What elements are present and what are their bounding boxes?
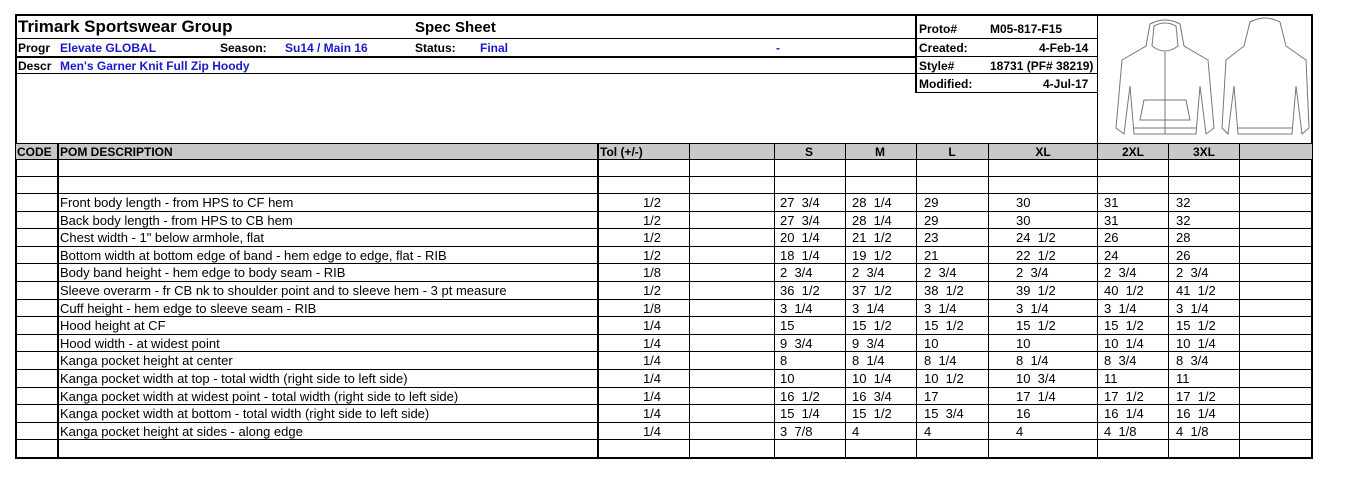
table-cell-xxl: 26 [1104, 230, 1119, 245]
col-size-m: M [875, 145, 885, 159]
table-cell-s: 3 1/4 [780, 301, 813, 316]
status-value: Final [480, 41, 509, 55]
table-cell-pom: Kanga pocket width at widest point - total width (right side to left side) [60, 389, 459, 404]
table-row-divider [16, 387, 1312, 388]
table-row-divider [16, 334, 1312, 335]
table-cell-s: 2 3/4 [780, 265, 813, 280]
table-cell-m: 3 1/4 [852, 301, 885, 316]
table-cell-xl: 4 [1016, 424, 1024, 439]
table-cell-m: 16 3/4 [852, 389, 892, 404]
table-cell-tol: 1/2 [642, 283, 662, 298]
table-cell-l: 15 1/2 [924, 318, 964, 333]
col-size-2xl: 2XL [1121, 145, 1144, 159]
table-row-divider [16, 369, 1312, 370]
table-cell-l: 21 [924, 248, 939, 263]
proto-value: M05-817-F15 [990, 22, 1063, 36]
table-cell-xxl: 4 1/8 [1104, 424, 1137, 439]
table-cell-xxl: 16 1/4 [1104, 406, 1144, 421]
col-code: CODE [17, 145, 52, 159]
table-cell-m: 9 3/4 [852, 336, 885, 351]
table-row-divider [16, 228, 1312, 229]
table-cell-pom: Sleeve overarm - fr CB nk to shoulder point and to sleeve hem - 3 pt measure [60, 283, 507, 298]
table-cell-pom: Bottom width at bottom edge of band - hem edge to edge, flat - RIB [60, 248, 447, 263]
table-cell-xxxl: 4 1/8 [1176, 424, 1209, 439]
table-cell-xxl: 11 [1104, 371, 1118, 386]
table-cell-tol: 1/2 [642, 195, 662, 210]
table-cell-l: 38 1/2 [924, 283, 964, 298]
table-row-divider [16, 193, 1312, 194]
table-cell-s: 15 1/4 [780, 406, 820, 421]
header-line-2 [16, 56, 915, 58]
info-line-1 [916, 38, 1097, 39]
table-col-divider [1097, 143, 1098, 458]
table-cell-xl: 3 1/4 [1016, 301, 1049, 316]
table-cell-xxl: 8 3/4 [1104, 353, 1137, 368]
status-dash: - [776, 41, 780, 55]
table-cell-xxxl: 8 3/4 [1176, 353, 1209, 368]
table-cell-pom: Hood width - at widest point [60, 336, 220, 351]
modified-value: 4-Jul-17 [1043, 77, 1089, 91]
info-line-3 [916, 73, 1097, 74]
table-header-top [16, 143, 1312, 144]
table-row-divider [16, 404, 1312, 405]
table-cell-l: 17 [924, 389, 939, 404]
table-cell-xxl: 17 1/2 [1104, 389, 1144, 404]
season-label: Season: [220, 41, 267, 55]
table-cell-xxxl: 28 [1176, 230, 1191, 245]
table-row-divider [16, 439, 1312, 440]
table-cell-m: 8 1/4 [852, 353, 885, 368]
table-cell-tol: 1/4 [642, 371, 662, 386]
table-cell-tol: 1/4 [642, 424, 662, 439]
table-cell-l: 10 1/2 [924, 371, 964, 386]
table-cell-m: 19 1/2 [852, 248, 892, 263]
table-cell-pom: Body band height - hem edge to body seam - RIB [60, 265, 346, 280]
table-cell-l: 8 1/4 [924, 353, 957, 368]
description-value: Men's Garner Knit Full Zip Hoody [60, 59, 250, 73]
col-size-xl: XL [1035, 145, 1051, 159]
table-cell-s: 27 3/4 [780, 213, 820, 228]
col-tolerance: Tol (+/-) [600, 145, 643, 159]
table-cell-tol: 1/4 [642, 336, 662, 351]
col-pom-description: POM DESCRIPTION [60, 145, 173, 159]
style-label: Style# [919, 59, 955, 73]
table-cell-pom: Cuff height - hem edge to sleeve seam - RIB [60, 301, 317, 316]
table-cell-xl: 16 [1016, 406, 1031, 421]
created-value: 4-Feb-14 [1039, 41, 1089, 55]
table-col-divider [988, 143, 989, 458]
table-row-divider [16, 316, 1312, 317]
table-cell-xxxl: 26 [1176, 248, 1191, 263]
table-cell-s: 10 [780, 371, 795, 386]
table-cell-s: 9 3/4 [780, 336, 813, 351]
table-row-divider [16, 457, 1312, 458]
table-cell-xl: 2 3/4 [1016, 265, 1049, 280]
company-name: Trimark Sportswear Group [18, 17, 233, 36]
sheet-title: Spec Sheet [415, 19, 496, 36]
table-cell-xxxl: 32 [1176, 213, 1191, 228]
table-cell-pom: Kanga pocket width at bottom - total width (right side to left side) [60, 406, 430, 421]
table-cell-l: 23 [924, 230, 939, 245]
table-cell-xl: 30 [1016, 195, 1031, 210]
table-cell-xl: 10 [1016, 336, 1031, 351]
table-row-divider [16, 246, 1312, 247]
table-cell-s: 20 1/4 [780, 230, 820, 245]
table-cell-m: 15 1/2 [852, 406, 892, 421]
style-value: 18731 (PF# 38219) [990, 59, 1094, 73]
season-value: Su14 / Main 16 [285, 41, 368, 55]
table-cell-xl: 10 3/4 [1016, 371, 1056, 386]
table-cell-pom: Back body length - from HPS to CB hem [60, 213, 293, 228]
table-row-divider [16, 211, 1312, 212]
table-cell-m: 10 1/4 [852, 371, 892, 386]
table-cell-pom: Hood height at CF [60, 318, 166, 333]
table-cell-tol: 1/4 [642, 353, 662, 368]
table-cell-s: 27 3/4 [780, 195, 820, 210]
table-cell-m: 15 1/2 [852, 318, 892, 333]
table-cell-xxl: 15 1/2 [1104, 318, 1144, 333]
hoodie-sketch-image [1110, 16, 1310, 140]
table-cell-l: 10 [924, 336, 939, 351]
modified-label: Modified: [919, 77, 973, 91]
table-cell-xxxl: 11 [1176, 371, 1190, 386]
table-cell-l: 2 3/4 [924, 265, 957, 280]
table-row-divider [16, 351, 1312, 352]
table-cell-m: 2 3/4 [852, 265, 885, 280]
table-cell-m: 21 1/2 [852, 230, 892, 245]
table-cell-xxl: 24 [1104, 248, 1119, 263]
table-cell-pom: Kanga pocket height at center [60, 353, 233, 368]
table-cell-xxxl: 32 [1176, 195, 1191, 210]
table-cell-pom: Kanga pocket width at top - total width (right side to left side) [60, 371, 408, 386]
table-cell-m: 28 1/4 [852, 195, 892, 210]
table-cell-xxl: 10 1/4 [1104, 336, 1144, 351]
created-label: Created: [919, 41, 968, 55]
table-col-divider [774, 143, 775, 458]
header-line-1 [16, 38, 915, 39]
info-box-right [1097, 14, 1098, 143]
table-cell-pom: Chest width - 1" below armhole, flat [60, 230, 265, 245]
table-cell-xxl: 40 1/2 [1104, 283, 1144, 298]
table-cell-s: 16 1/2 [780, 389, 820, 404]
table-cell-pom: Kanga pocket height at sides - along edge [60, 424, 303, 439]
table-cell-l: 4 [924, 424, 932, 439]
table-row-divider [16, 176, 1312, 177]
table-cell-s: 15 [780, 318, 795, 333]
table-cell-tol: 1/8 [642, 265, 662, 280]
table-cell-xxxl: 15 1/2 [1176, 318, 1216, 333]
table-cell-xxl: 31 [1104, 213, 1119, 228]
table-row-divider [16, 422, 1312, 423]
proto-label: Proto# [919, 22, 958, 36]
table-cell-tol: 1/4 [642, 318, 662, 333]
table-cell-s: 36 1/2 [780, 283, 820, 298]
description-label: Descr [18, 59, 52, 73]
info-line-2 [916, 56, 1097, 57]
table-col-divider [845, 143, 846, 458]
program-label: Progr [18, 41, 51, 55]
table-cell-l: 15 3/4 [924, 406, 964, 421]
table-col-divider [1168, 143, 1169, 458]
table-cell-tol: 1/2 [642, 213, 662, 228]
table-cell-tol: 1/8 [642, 301, 662, 316]
info-box-left [915, 14, 917, 93]
header-line-3 [16, 73, 915, 74]
frame-right [1311, 14, 1313, 458]
table-row-divider [16, 281, 1312, 282]
table-cell-xl: 15 1/2 [1016, 318, 1056, 333]
table-cell-xxxl: 41 1/2 [1176, 283, 1216, 298]
table-cell-l: 29 [924, 213, 939, 228]
table-cell-xxl: 31 [1104, 195, 1119, 210]
table-cell-xl: 22 1/2 [1016, 248, 1056, 263]
table-col-divider [1239, 143, 1240, 458]
table-cell-xxl: 2 3/4 [1104, 265, 1137, 280]
info-line-4 [916, 92, 1097, 93]
table-cell-xl: 39 1/2 [1016, 283, 1056, 298]
table-cell-m: 37 1/2 [852, 283, 892, 298]
table-col-divider [57, 143, 59, 458]
table-row-divider [16, 299, 1312, 300]
table-cell-m: 28 1/4 [852, 213, 892, 228]
table-cell-xxl: 3 1/4 [1104, 301, 1137, 316]
table-cell-xxxl: 2 3/4 [1176, 265, 1209, 280]
table-cell-tol: 1/2 [642, 230, 662, 245]
table-cell-s: 3 7/8 [780, 424, 813, 439]
col-size-3xl: 3XL [1192, 145, 1215, 159]
table-col-divider [916, 143, 917, 458]
status-label: Status: [415, 41, 456, 55]
table-row-divider [16, 263, 1312, 264]
table-cell-xl: 30 [1016, 213, 1031, 228]
table-cell-m: 4 [852, 424, 860, 439]
table-cell-s: 18 1/4 [780, 248, 820, 263]
table-cell-xxxl: 17 1/2 [1176, 389, 1216, 404]
table-cell-l: 3 1/4 [924, 301, 957, 316]
table-header-bottom [16, 159, 1312, 160]
table-cell-tol: 1/4 [642, 406, 662, 421]
table-cell-l: 29 [924, 195, 939, 210]
table-cell-xxxl: 3 1/4 [1176, 301, 1209, 316]
col-size-l: L [948, 145, 956, 159]
table-cell-xxxl: 16 1/4 [1176, 406, 1216, 421]
col-size-s: S [804, 145, 813, 159]
program-value: Elevate GLOBAL [60, 41, 157, 55]
table-cell-tol: 1/2 [642, 248, 662, 263]
table-cell-s: 8 [780, 353, 788, 368]
table-cell-xl: 24 1/2 [1016, 230, 1056, 245]
table-cell-pom: Front body length - from HPS to CF hem [60, 195, 294, 210]
table-cell-xl: 8 1/4 [1016, 353, 1049, 368]
frame-left [15, 14, 17, 458]
table-cell-tol: 1/4 [642, 389, 662, 404]
table-cell-xl: 17 1/4 [1016, 389, 1056, 404]
table-cell-xxxl: 10 1/4 [1176, 336, 1216, 351]
